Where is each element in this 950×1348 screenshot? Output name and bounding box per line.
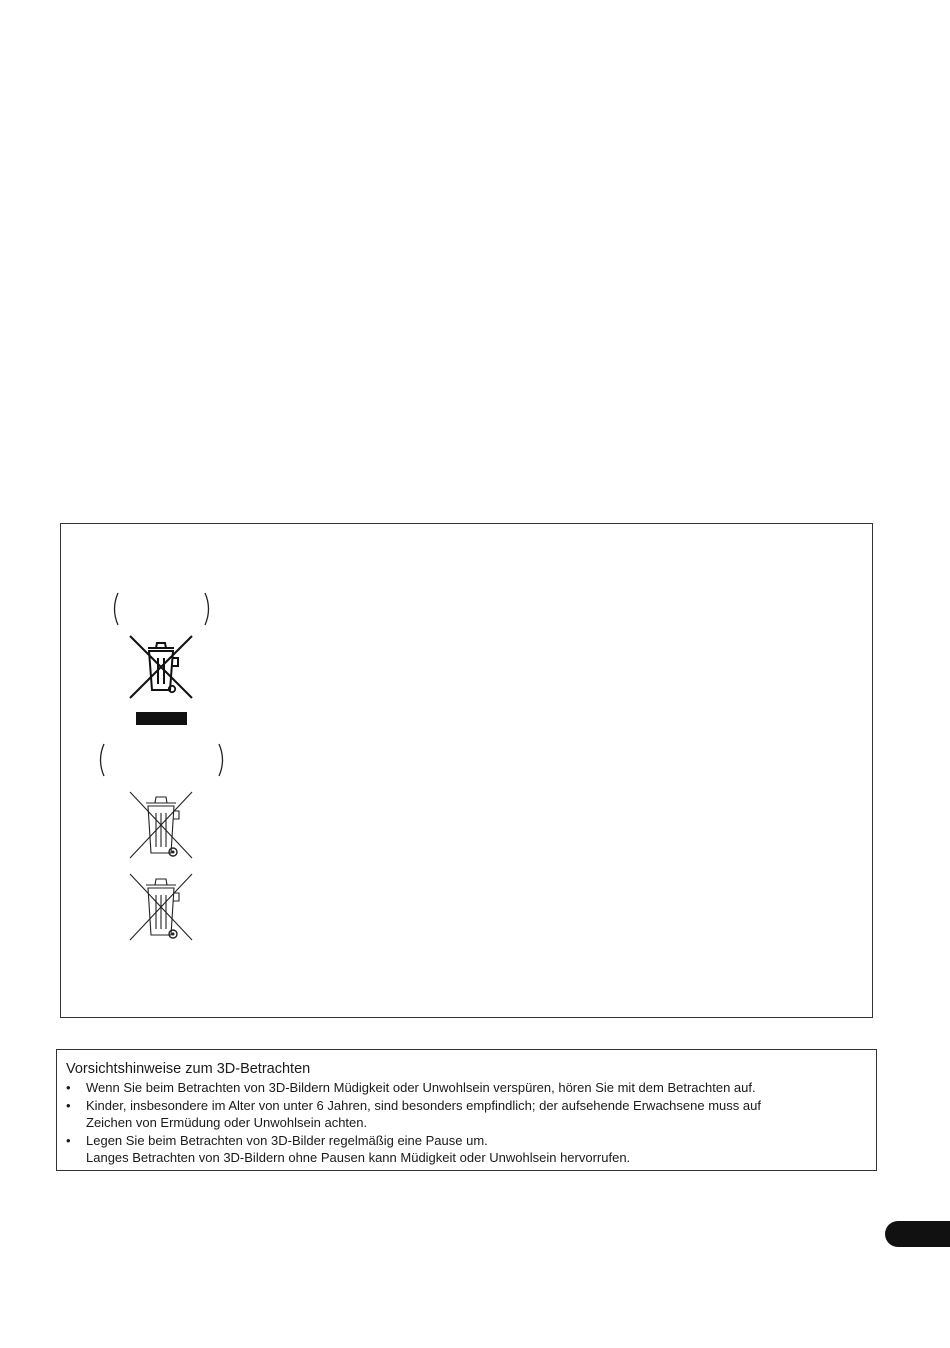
right-parenthesis-mark	[217, 743, 227, 777]
bullet-mark: •	[66, 1080, 71, 1095]
caution-item	[66, 1079, 866, 1097]
caution-line: Langes Betrachten von 3D-Bildern ohne Pausen kann Müdigkeit oder Unwohlsein hervorrufen.	[86, 1150, 631, 1165]
caution-list	[66, 1079, 866, 1167]
caution-title: Vorsichtshinweise zum 3D-Betrachten	[66, 1061, 311, 1077]
caution-line: Kinder, insbesondere im Alter von unter 6 Jahren, sind besonders empfindlich; der aufsehende Erwachsene muss auf	[86, 1097, 761, 1113]
left-parenthesis-mark	[96, 743, 106, 777]
crossed-bin-with-bar-icon	[128, 634, 194, 700]
right-parenthesis-mark	[203, 592, 213, 626]
crossed-bin-icon	[128, 791, 194, 859]
left-parenthesis-mark	[110, 592, 120, 626]
separate-collection-bar	[136, 712, 187, 725]
bullet-mark: •	[66, 1132, 71, 1148]
caution-line: Wenn Sie beim Betrachten von 3D-Bildern Müdigkeit oder Unwohlsein verspüren, hören Sie mit dem Betrachten auf.	[86, 1080, 756, 1095]
caution-line: Zeichen von Ermüdung oder Unwohlsein achten.	[86, 1115, 368, 1130]
caution-line: Legen Sie beim Betrachten von 3D-Bilder regelmäßig eine Pause um.	[86, 1132, 488, 1148]
crossed-bin-icon	[128, 873, 194, 941]
caution-item	[66, 1097, 866, 1132]
3d-caution-box	[56, 1049, 877, 1171]
bullet-mark: •	[66, 1097, 71, 1113]
page-edge-tab	[885, 1221, 950, 1247]
caution-item	[66, 1132, 866, 1167]
weee-notice-box	[60, 523, 873, 1018]
